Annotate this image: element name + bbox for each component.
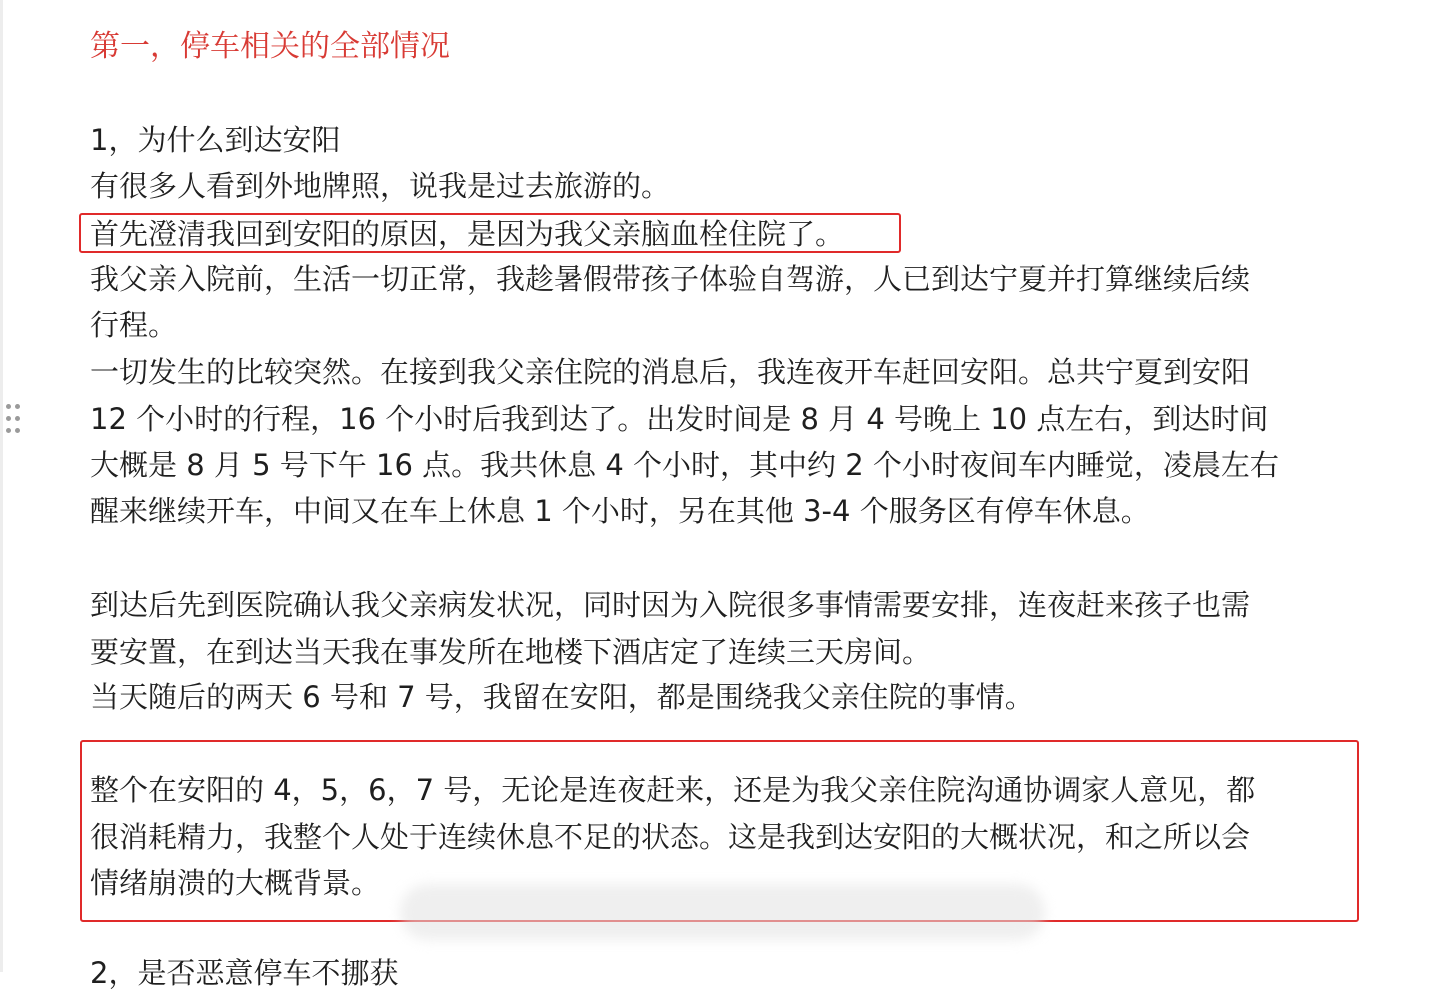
paragraph-line: 大概是 8 月 5 号下午 16 点。我共休息 4 个小时，其中约 2 个小时夜间车内睡觉，凌晨左右 bbox=[90, 448, 1279, 482]
paragraph-line: 12 个小时的行程，16 个小时后我到达了。出发时间是 8 月 4 号晚上 10 点左右，到达时间 bbox=[90, 402, 1269, 436]
cut-off-line: 2，是否恶意停车不挪获 bbox=[90, 956, 399, 990]
watermark-overlay bbox=[400, 884, 1045, 940]
document-heading: 第一，停车相关的全部情况 bbox=[90, 29, 450, 64]
highlighted-line: 首先澄清我回到安阳的原因，是因为我父亲脑血栓住院了。 bbox=[90, 217, 845, 251]
paragraph-line: 要安置，在到达当天我在事发所在地楼下酒店定了连续三天房间。 bbox=[90, 635, 932, 669]
paragraph-line: 一切发生的比较突然。在接到我父亲住院的消息后，我连夜开车赶回安阳。总共宁夏到安阳 bbox=[90, 355, 1251, 389]
paragraph-line: 醒来继续开车，中间又在车上休息 1 个小时，另在其他 3-4 个服务区有停车休息。 bbox=[90, 494, 1150, 528]
paragraph-line: 我父亲入院前，生活一切正常，我趁暑假带孩子体验自驾游，人已到达宁夏并打算继续后续 bbox=[90, 262, 1251, 296]
drag-dot bbox=[15, 404, 20, 409]
highlighted-paragraph-line: 整个在安阳的 4，5，6，7 号，无论是连夜赶来，还是为我父亲住院沟通协调家人意见，都 bbox=[90, 773, 1256, 807]
drag-dot bbox=[6, 416, 11, 421]
drag-handle-icon[interactable] bbox=[4, 402, 24, 436]
highlighted-paragraph-line: 很消耗精力，我整个人处于连续休息不足的状态。这是我到达安阳的大概状况，和之所以会 bbox=[90, 820, 1251, 854]
highlighted-paragraph-line: 情绪崩溃的大概背景。 bbox=[90, 866, 381, 900]
section-title: 1，为什么到达安阳 bbox=[90, 123, 341, 157]
drag-dot bbox=[6, 404, 11, 409]
drag-dot bbox=[15, 416, 20, 421]
page-edge bbox=[0, 0, 3, 972]
paragraph-line: 当天随后的两天 6 号和 7 号，我留在安阳，都是围绕我父亲住院的事情。 bbox=[90, 680, 1034, 714]
paragraph-line: 有很多人看到外地牌照，说我是过去旅游的。 bbox=[90, 169, 671, 203]
cut-off-line-container bbox=[90, 952, 430, 990]
drag-dot bbox=[15, 428, 20, 433]
drag-dot bbox=[6, 428, 11, 433]
paragraph-line: 到达后先到医院确认我父亲病发状况，同时因为入院很多事情需要安排，连夜赶来孩子也需 bbox=[90, 588, 1251, 622]
paragraph-line: 行程。 bbox=[90, 308, 178, 342]
